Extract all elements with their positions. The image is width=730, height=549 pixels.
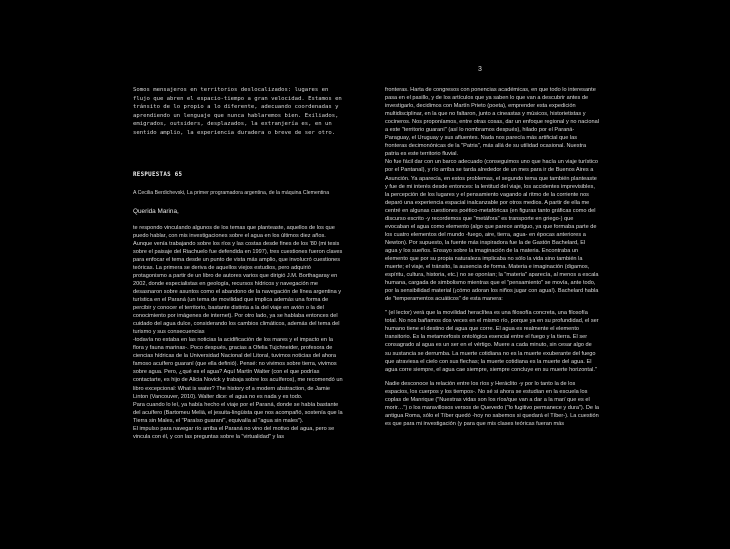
body-paragraph: El impulso para navegar río arriba el Paraná no vino del motivo del agua, pero se vincula con él, y con las preguntas sobre la "virtualidad" y las <box>133 425 335 440</box>
epigraph: Somos mensajeros en territorios deslocalizados: lugares en flujo que abren el espacio-tiempo a gran velocidad. Estamos en tránsito de lo propio a lo diferente, adecuando coordenadas y aprendiendo un lenguaje que nunca hablaremos bien. Exiliados, emigrados, outsiders, desplazados, la extranjería es, en un sentido amplio, la experiencia duradera o breve de ser otro. <box>133 87 342 136</box>
right-column <box>385 86 599 428</box>
left-column <box>133 86 345 441</box>
body-paragraph: Nadie desconoce la relación entre los ríos y Heráclito -y por lo tanto la de los espacios, los cuerpos y los tiempos-. No sé si ahora se estudian en la escuela los coplas de Manrique ("Nuestras vidas son los ríos/que van a dar a la mar/ que es el morir…") o los maravillosos versos de Quevedo ("lo fugitivo permanece y dura"). De la antigua Roma, sólo el Tíber quedó -hoy no sabemos si quedará el Tíber-). La cuestión es que para mi investigación (y para que mis clases teóricas fueran más <box>385 380 599 427</box>
body-paragraph: fronteras. Harta de congresos con ponencias académicas, en que todo lo interesante pasa en el pasillo, y de los artículos que ya saben lo que van a descubrir antes de investigarlo, decidimos con Martín Prieto (poeta), emprender esta expedición multidisciplinar, en la que no faltaron, junto a cineastas y músicos, historietistas y cocineros. Nos proponíamos, entre otras cosas, dar un enfoque regional y no nacional a este "territorio guaraní" (así lo nombramos después), hilado por el Paraná-Paraguay, el Uruguay y sus afluentes. Nada nos parecía más artificial que las fronteras decimonónicas de la "Patria", más allá de su utilidad ocasional. Nuestra patria es este territorio fluvial. <box>385 87 599 158</box>
page-number: 3 <box>478 66 482 73</box>
body-paragraph: -todavía no estaba en las noticias la acidificación de los mares y el impacto en la flora y fauna marinas-. Poco después, gracias a Ofelia Tujchneider, profesora de ciencias hídricas de la Universidad Nacional del Litoral, tuvimos noticias del ahora famoso acuífero guaraní (que ella definió). Pensé: no vivimos sobre tierra, vivimos sobre agua. Pero, ¿qué es el agua? Aquí Martín Walter (con el que podrías contactarte, es hijo de Alicia Novick y trabaja sobre los acuíferos), me recomendó un libro excepcional: What is water? The history of a modern abstraction, de Jamie Linton (Vancouver, 2010). Walter dice: el agua no es nada y es todo. <box>133 337 343 400</box>
section-title: RESPUESTAS 65 <box>133 171 183 178</box>
block-quote: " (el lector) verá que la movilidad heraclítea es una filosofía concreta, una filosofía total. No nos bañamos dos veces en el mismo río, porque ya en su profundidad, el ser humano tiene el destino del agua que corre. El agua es realmente el elemento transitorio. Es la metamorfosis ontológica esencial entre el fuego y la tierra. El ser consagrado al agua es un ser en el vértigo. Muere a cada minuto, sin cesar algo de su sustancia se derrumba. La muerte cotidiana no es la muerte exuberante del fuego que atraviesa el cielo con sus flechas; la muerte cotidiana es la muerte del agua. El agua corre siempre, el agua cae siempre, siempre concluye en su muerte horizontal." <box>385 310 599 373</box>
byline: A Cecilia Berdichevski, La primer programadora argentina, de la máquina Clementina <box>133 189 330 196</box>
salutation: Querida Marina, <box>133 207 179 215</box>
body-paragraph: No fue fácil dar con un barco adecuado (conseguimos uno que hacía un viaje turístico por el Pantanal), y río arriba se tarda alrededor de un mes para ir de Buenos Aires a Asunción. Ya aparecía, en estos problemas, el segundo tema que también planteaste y fue de mi interés desde entonces: la lentitud del viaje, los accidentes imprevisibles, la percepción de los lugares y el pensamiento vagando al ritmo de la corriente nos deparó una experiencia espacial inalcanzable por otros medios. A partir de ella me centré en algunas cuestiones poético-metafóricas (en figuras tanto gráficas como del discurso escrito -y recordemos que "metáfora" es transporte en griego-) que evocaban el agua como elemento (algo que parece antiguo, ya que formaba parte de los cuatro elementos del mundo -fuego, aire, tierra, agua- en épocas anteriores a Newton). Por supuesto, la fuente más inspiradora fue la de Gastón Bachelard, El agua y los sueños. Ensayo sobre la imaginación de la materia. Encontraba un elemento que por su propia naturaleza implicaba no sólo la vida sino también la muerte; el viaje, el tránsito, la ausencia de forma. Materia e imaginación (digamos, espíritu, cultura, historia, etc.) no se oponían; la "materia" aparecía, al menos a escala humana, cargada de simbolismo mientras que el "pensamiento" se movía, ante todo, por la sensibilidad material (¡cómo adoran los niños jugar con agua!). Bachelard habla de "temperamentos acuáticos" de esta manera: <box>385 159 599 303</box>
body-paragraph: te respondo vinculando algunos de los temas que planteaste, aquellos de los que puedo hablar, con mis investigaciones sobre el agua en los últimos diez años. Aunque venía trabajando sobre los ríos y las costas desde fines de los '80 (mi tesis sobre el paisaje del Riachuelo fue defendida en 1997), tres cuestiones fueron claves para enfocar el tema desde un punto de vista más amplio, que involucró cuestiones teóricas. La primera se deriva de aquellos viejos estudios, pero adquirió protagonismo a partir de un libro de autores varios que dirigió J.M. Borthagaray en 2002, donde especialistas en geología, recursos hídricos y navegación me desasnaron sobre asuntos como el abandono de la navegación de línea argentina y turística en el Paraná (un tema de movilidad que implica además una forma de percibir y conocer el territorio, bastante distinta a la del viaje en avión o la del conocimiento por imágenes de internet). Por otro lado, ya se hablaba entonces del cuidado del agua dulce, considerando los cambios climáticos, además del tema del turismo y sus consecuencias <box>133 224 343 336</box>
body-paragraph: Para cuando lo leí, ya había hecho el viaje por el Paraná, donde se había bastante del acuífero (Bartomeu Melià, el jesuita-lingüista que nos acompañó, sostenía que la Tierra sin Males, el "Paraíso guaraní", equivalía al "agua sin males"). <box>133 401 343 424</box>
